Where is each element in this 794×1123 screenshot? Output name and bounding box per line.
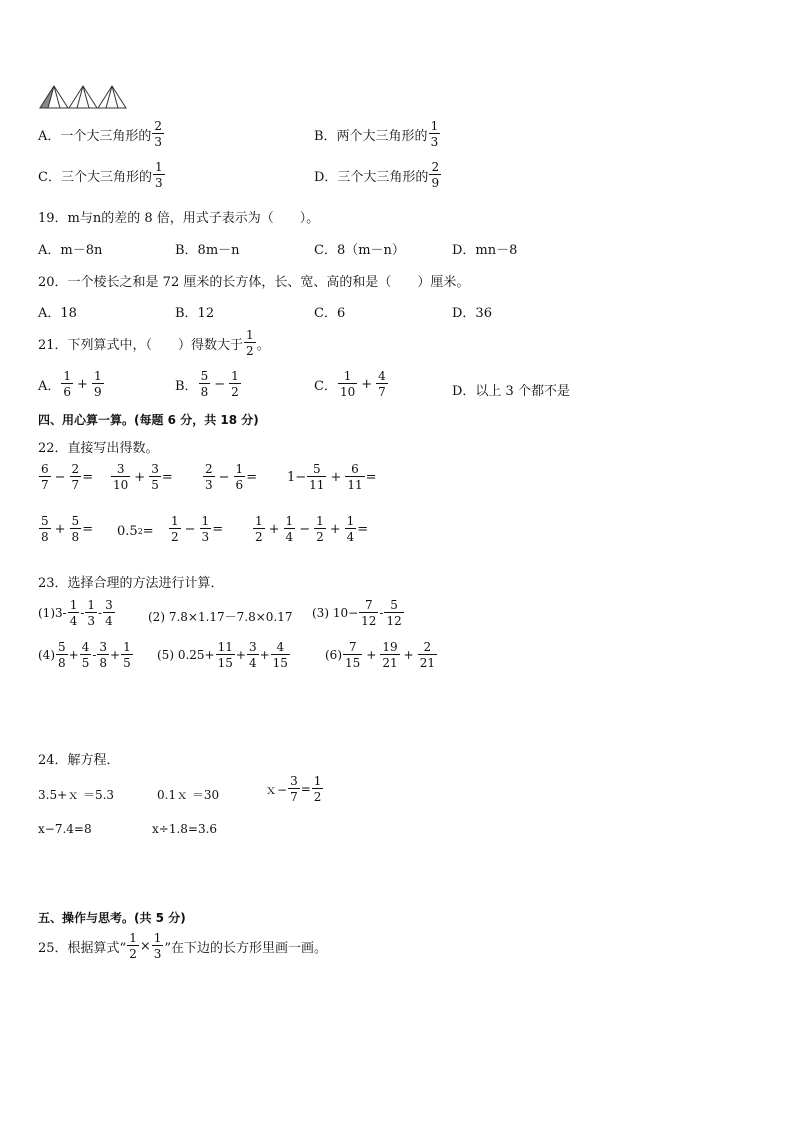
q23-expr-4: (4) $\frac{5}{8}$ + $\frac{4}{5}$ - $\frac{3}{8}$ + $\frac{1}{5}$ [38, 640, 131, 670]
triangles-figure [38, 84, 128, 110]
q23-expr-1: (1)3- $\frac{1}{4}$ - $\frac{1}{3}$ - $\frac{3}{4}$ [38, 598, 113, 628]
fraction: $\frac{1}{3}$ [154, 160, 163, 190]
q22-expr-1: $\frac{6}{7}$ − $\frac{2}{7}$ = [41, 462, 94, 492]
q20-option-a[interactable]: A．18 [38, 306, 77, 321]
q23-expr-5: (5) 0.25+ $\frac{11}{15}$ + $\frac{3}{4}$ + $\frac{4}{15}$ [157, 640, 288, 670]
q25-stem: 25．根据算式“ $\frac{1}{2}$ × $\frac{1}{3}$ ”在下边的长方形里画一画。 [38, 931, 328, 961]
q22-stem: 22．直接写出得数。 [38, 441, 159, 456]
q22-expr-2: $\frac{3}{10}$ + $\frac{3}{5}$ = [113, 462, 173, 492]
q18-option-c[interactable] [38, 161, 166, 189]
q24-eq-4: x−7.4=8 [38, 822, 92, 836]
q21-option-a[interactable]: A． $\frac{1}{6}$ + $\frac{1}{9}$ [38, 369, 102, 399]
option-label: C．三个大三角形的 [38, 169, 152, 185]
section-4-title: 四、用心算一算。(每题 6 分，共 18 分) [38, 413, 259, 427]
q21-stem: 21．下列算式中，（ ）得数大于 $\frac{1}{2}$ 。 [38, 328, 270, 358]
q19-option-c[interactable]: C．8（m－n） [314, 243, 405, 258]
q24-stem: 24．解方程． [38, 753, 120, 768]
q24-eq-5: x÷1.8=3.6 [152, 822, 218, 836]
triangle-1 [40, 86, 68, 108]
q19-stem: 19．m与n的差的 8 倍，用式子表示为（ ）。 [38, 211, 320, 226]
q19-option-b[interactable]: B．8m－n [175, 243, 240, 258]
q22-expr-5: $\frac{5}{8}$ + $\frac{5}{8}$ = [41, 514, 94, 544]
q22-expr-7: $\frac{1}{2}$ − $\frac{1}{3}$ = [171, 514, 224, 544]
q18-option-d[interactable] [314, 161, 442, 189]
q22-expr-4: 1− $\frac{5}{11}$ + $\frac{6}{11}$ = [287, 462, 377, 492]
q24-eq-1: 3.5+ｘ ＝5.3 [38, 788, 115, 802]
q18-option-b[interactable] [314, 120, 441, 148]
fraction: $\frac{1}{3}$ [430, 119, 439, 149]
option-label: A．一个大三角形的 [38, 128, 152, 144]
fraction: $\frac{1}{2}$ [246, 328, 254, 358]
q22-expr-3: $\frac{2}{3}$ − $\frac{1}{6}$ = [205, 462, 258, 492]
q19-option-d[interactable]: D．mn－8 [452, 243, 518, 258]
q22-expr-6: 0.5 2 = [117, 524, 154, 539]
fraction: $\frac{2}{9}$ [431, 160, 440, 190]
q18-option-a[interactable] [38, 120, 165, 148]
triangle-3 [98, 86, 126, 108]
fraction: $\frac{2}{3}$ [154, 119, 163, 149]
q21-option-b[interactable]: B． $\frac{5}{8}$ − $\frac{1}{2}$ [175, 369, 239, 399]
q23-expr-6: (6) $\frac{7}{15}$ + $\frac{19}{21}$ + $\frac{2}{21}$ [325, 640, 435, 670]
q24-eq-3: ｘ− $\frac{3}{7}$ = $\frac{1}{2}$ [265, 774, 322, 804]
q20-stem: 20．一个棱长之和是 72 厘米的长方体，长、宽、高的和是（ ）厘米。 [38, 275, 470, 290]
triangle-2 [69, 86, 97, 108]
q23-expr-2: (2) 7.8×1.17－7.8×0.17 [148, 610, 293, 624]
q19-option-a[interactable]: A．m－8n [38, 243, 103, 258]
q20-option-d[interactable]: D．36 [452, 306, 492, 321]
q21-option-c[interactable]: C． $\frac{1}{10}$ + $\frac{4}{7}$ [314, 369, 386, 399]
option-label: D．三个大三角形的 [314, 169, 429, 185]
q22-expr-8: $\frac{1}{2}$ + $\frac{1}{4}$ − $\frac{1}{2}$ + $\frac{1}{4}$ = [255, 514, 369, 544]
q21-option-d[interactable]: D．以上 3 个都不是 [452, 384, 570, 399]
section-5-title: 五、操作与思考。(共 5 分) [38, 911, 186, 925]
q20-option-c[interactable]: C．6 [314, 306, 346, 321]
option-label: B．两个大三角形的 [314, 128, 428, 144]
q20-option-b[interactable]: B．12 [175, 306, 215, 321]
q24-eq-2: 0.1ｘ ＝30 [157, 788, 220, 802]
q23-stem: 23．选择合理的方法进行计算． [38, 576, 224, 591]
q23-expr-3: (3) 10− $\frac{7}{12}$ - $\frac{5}{12}$ [312, 598, 402, 628]
